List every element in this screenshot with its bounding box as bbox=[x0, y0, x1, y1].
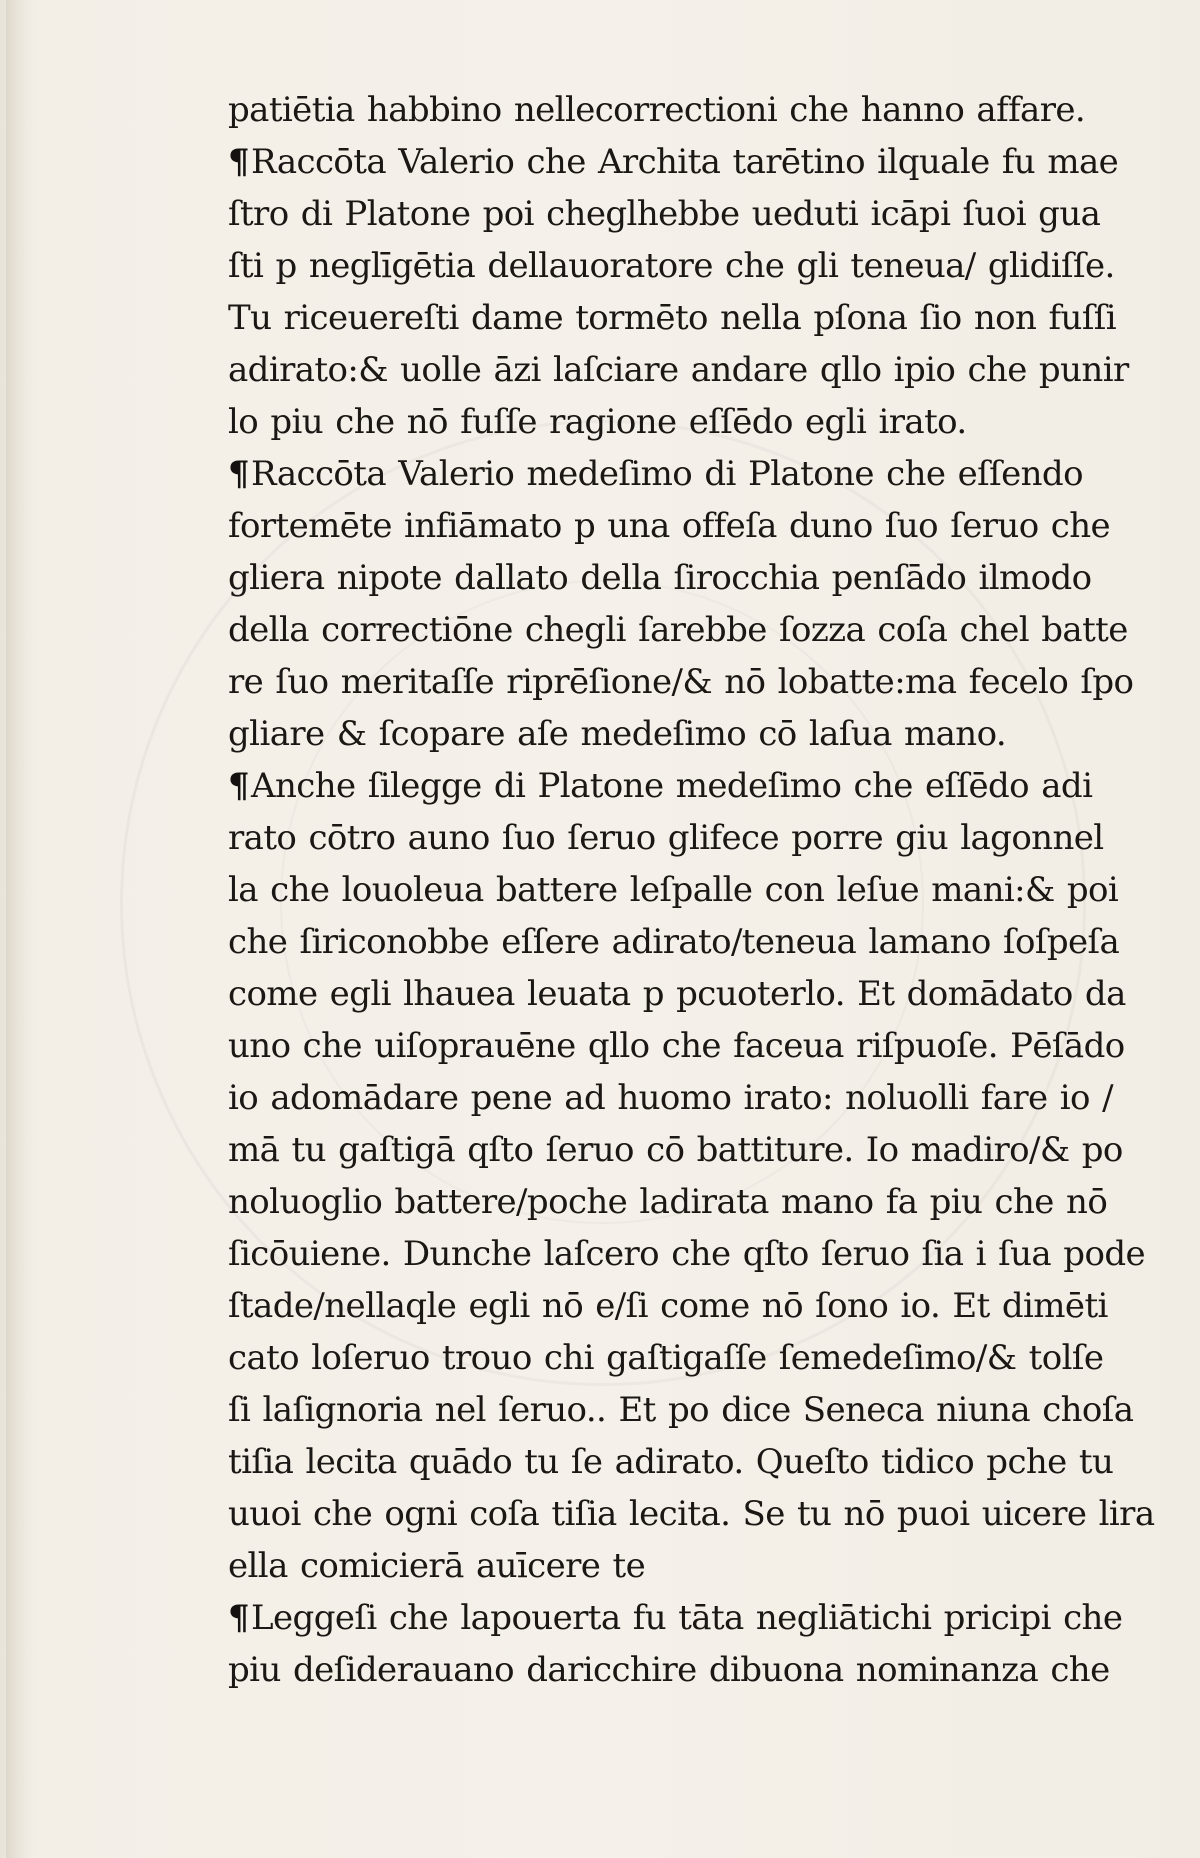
line-text: io adomādare pene ad huomo irato: noluolli fare io / bbox=[228, 1078, 1113, 1118]
text-line bbox=[228, 1176, 1148, 1228]
line-text: gliera nipote dallato della ſirocchia penſādo ilmodo bbox=[228, 558, 1092, 598]
text-line bbox=[228, 604, 1148, 656]
text-line bbox=[228, 968, 1148, 1020]
line-text: della correctiōne chegli ſarebbe ſozza coſa chel batte bbox=[228, 610, 1128, 650]
text-line bbox=[228, 708, 1148, 760]
line-text: mā tu gaſtigā qſto ſeruo cō battiture. Io madiro/& po bbox=[228, 1130, 1123, 1170]
line-text: Raccōta Valerio medeſimo di Platone che eſſendo bbox=[251, 454, 1083, 494]
text-line bbox=[228, 344, 1148, 396]
line-text: Raccōta Valerio che Archita tarētino ilquale fu mae bbox=[251, 142, 1119, 182]
text-line bbox=[228, 1228, 1148, 1280]
line-text: tiſia lecita quādo tu ſe adirato. Queſto tidico pche tu bbox=[228, 1442, 1114, 1482]
line-text: adirato:& uolle āzi laſciare andare qllo ipio che punir bbox=[228, 350, 1129, 390]
line-text: Anche ſilegge di Platone medeſimo che eſſēdo adi bbox=[251, 766, 1093, 806]
paragraph-mark: ¶ bbox=[228, 142, 250, 182]
text-line bbox=[228, 1592, 1148, 1644]
line-text: cato loſeruo trouo chi gaſtigaſſe ſemedeſimo/& tolſe bbox=[228, 1338, 1104, 1378]
text-line bbox=[228, 1124, 1148, 1176]
line-text: ſicōuiene. Dunche laſcero che qſto ſeruo ſia i ſua pode bbox=[228, 1234, 1146, 1274]
line-text: Leggeſi che lapouerta fu tāta negliātichi pricipi che bbox=[251, 1598, 1123, 1638]
text-line bbox=[228, 1332, 1148, 1384]
text-line bbox=[228, 916, 1148, 968]
text-line bbox=[228, 1280, 1148, 1332]
text-line bbox=[228, 760, 1148, 812]
line-text: ſtade/nellaqle egli nō e/ſi come nō ſono io. Et dimēti bbox=[228, 1286, 1108, 1326]
line-text: ſtro di Platone poi cheglhebbe ueduti icāpi ſuoi gua bbox=[228, 194, 1101, 234]
text-line bbox=[228, 1644, 1148, 1696]
text-line bbox=[228, 84, 1148, 136]
text-block bbox=[228, 84, 1155, 1696]
line-text: patiētia habbino nellecorrectioni che hanno affare. bbox=[228, 90, 1086, 130]
line-text: lo piu che nō fuſſe ragione eſſēdo egli irato. bbox=[228, 402, 967, 442]
text-line bbox=[228, 448, 1148, 500]
text-line bbox=[228, 1540, 1148, 1592]
text-line bbox=[228, 552, 1148, 604]
text-line bbox=[228, 240, 1148, 292]
line-text: uno che uiſoprauēne qllo che faceua riſpuoſe. Pēſādo bbox=[228, 1026, 1125, 1066]
line-text: rato cōtro auno ſuo ſeruo glifece porre giu lagonnel bbox=[228, 818, 1104, 858]
line-text: Tu riceuereſti dame tormēto nella pſona ſio non fuſſi bbox=[228, 298, 1117, 338]
line-text: ella comicierā auīcere te bbox=[228, 1546, 646, 1586]
paragraph-mark: ¶ bbox=[228, 454, 250, 494]
line-text: che ſiriconobbe eſſere adirato/teneua lamano ſoſpeſa bbox=[228, 922, 1120, 962]
line-text: uuoi che ogni coſa tiſia lecita. Se tu nō puoi uicere lira bbox=[228, 1494, 1155, 1534]
line-text: come egli lhauea leuata p pcuoterlo. Et domādato da bbox=[228, 974, 1126, 1014]
text-line bbox=[228, 1020, 1148, 1072]
text-line bbox=[228, 656, 1148, 708]
text-line bbox=[228, 396, 1148, 448]
line-text: noluoglio battere/poche ladirata mano fa piu che nō bbox=[228, 1182, 1108, 1222]
page-edge-shadow bbox=[6, 0, 28, 1858]
paragraph-mark: ¶ bbox=[228, 1598, 250, 1638]
paragraph-mark: ¶ bbox=[228, 766, 250, 806]
line-text: ſi laſignoria nel ſeruo.. Et po dice Seneca niuna choſa bbox=[228, 1390, 1134, 1430]
text-line bbox=[228, 500, 1148, 552]
text-line bbox=[228, 864, 1148, 916]
text-line bbox=[228, 812, 1148, 864]
text-line bbox=[228, 1436, 1148, 1488]
line-text: ſti p neglīgētia dellauoratore che gli teneua/ glidiſſe. bbox=[228, 246, 1115, 286]
text-line bbox=[228, 1488, 1155, 1540]
line-text: re ſuo meritaſſe riprēſione/& nō lobatte:ma fecelo ſpo bbox=[228, 662, 1134, 702]
line-text: piu deſiderauano daricchire dibuona nominanza che bbox=[228, 1650, 1110, 1690]
line-text: gliare & ſcopare aſe medeſimo cō laſua mano. bbox=[228, 714, 1007, 754]
text-line bbox=[228, 1072, 1148, 1124]
text-line bbox=[228, 292, 1148, 344]
text-line bbox=[228, 136, 1148, 188]
text-line bbox=[228, 188, 1148, 240]
line-text: fortemēte infiāmato p una offeſa duno ſuo ſeruo che bbox=[228, 506, 1111, 546]
line-text: la che louoleua battere leſpalle con leſue mani:& poi bbox=[228, 870, 1119, 910]
text-line bbox=[228, 1384, 1148, 1436]
